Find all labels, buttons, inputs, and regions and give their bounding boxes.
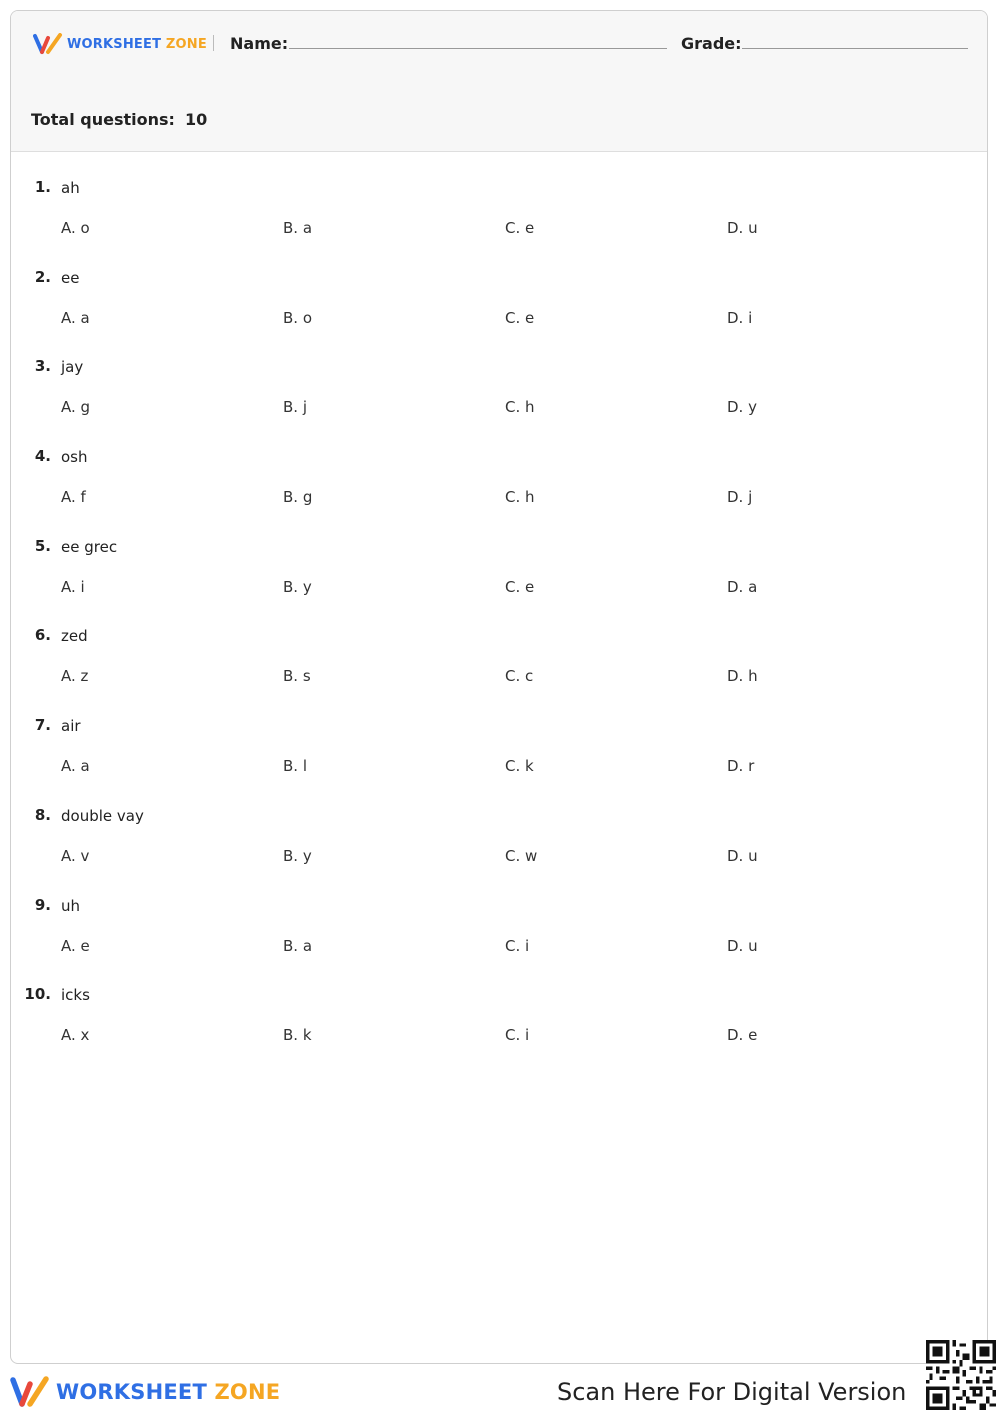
question-text: zed xyxy=(61,627,88,646)
question-item xyxy=(11,981,987,1071)
option-c[interactable]: C. h xyxy=(505,488,535,507)
option-b[interactable]: B. j xyxy=(283,398,307,417)
total-questions-label: Total questions: xyxy=(31,110,175,129)
worksheet-zone-logo-icon xyxy=(33,33,63,55)
worksheet-zone-logo-icon xyxy=(10,1376,50,1408)
question-item xyxy=(11,622,987,712)
question-text: jay xyxy=(61,358,84,377)
option-a[interactable]: A. a xyxy=(61,308,90,327)
total-questions-value: 10 xyxy=(184,110,208,129)
option-b[interactable]: B. a xyxy=(283,936,313,955)
footer-brand-logo xyxy=(10,1376,280,1408)
question-text: uh xyxy=(61,896,81,915)
header-divider xyxy=(213,35,214,51)
question-item xyxy=(11,353,987,443)
grade-field[interactable] xyxy=(742,48,968,49)
option-c[interactable]: C. k xyxy=(505,757,534,776)
question-number: 7. xyxy=(34,716,51,735)
brand-logo xyxy=(33,33,207,55)
question-text: ah xyxy=(61,179,80,197)
option-d[interactable]: D. y xyxy=(727,398,757,417)
option-d[interactable]: D. u xyxy=(727,219,758,237)
qr-code-icon[interactable] xyxy=(926,1340,996,1410)
option-d[interactable]: D. i xyxy=(727,308,753,327)
question-number: 10. xyxy=(24,985,51,1004)
option-c[interactable]: C. c xyxy=(505,667,534,686)
option-b[interactable]: B. s xyxy=(283,667,311,686)
option-a[interactable]: A. i xyxy=(61,577,85,596)
question-text: ee xyxy=(61,268,80,287)
option-d[interactable]: D. a xyxy=(727,577,758,596)
question-item xyxy=(11,533,987,623)
option-c[interactable]: C. e xyxy=(505,577,535,596)
brand-name-part2: ZONE xyxy=(165,36,207,52)
question-text: ee grec xyxy=(61,537,118,556)
question-number: 1. xyxy=(34,178,51,196)
option-d[interactable]: D. r xyxy=(727,757,755,776)
option-b[interactable]: B. o xyxy=(283,308,313,327)
worksheet-header xyxy=(11,11,987,152)
question-text: double vay xyxy=(61,806,144,825)
question-item xyxy=(11,802,987,892)
question-number: 2. xyxy=(34,267,51,286)
option-c[interactable]: C. w xyxy=(505,846,538,865)
question-item xyxy=(11,174,987,264)
option-d[interactable]: D. u xyxy=(727,936,758,955)
option-d[interactable]: D. u xyxy=(727,846,758,865)
option-c[interactable]: C. h xyxy=(505,398,535,417)
question-item xyxy=(11,712,987,802)
option-a[interactable]: A. f xyxy=(61,488,86,507)
option-b[interactable]: B. l xyxy=(283,757,307,776)
option-a[interactable]: A. e xyxy=(61,936,90,955)
option-c[interactable]: C. i xyxy=(505,1026,530,1045)
question-list xyxy=(11,174,987,1071)
question-text: air xyxy=(61,717,81,736)
option-c[interactable]: C. i xyxy=(505,936,530,955)
option-a[interactable]: A. x xyxy=(61,1026,90,1045)
option-c[interactable]: C. e xyxy=(505,219,535,237)
option-a[interactable]: A. v xyxy=(61,846,90,865)
option-c[interactable]: C. e xyxy=(505,308,535,327)
option-b[interactable]: B. g xyxy=(283,488,313,507)
name-field[interactable] xyxy=(289,48,667,49)
question-number: 6. xyxy=(34,626,51,645)
scan-digital-version-text: Scan Here For Digital Version xyxy=(557,1378,907,1406)
footer-brand-name xyxy=(56,1380,280,1404)
question-number: 9. xyxy=(34,895,51,914)
total-questions xyxy=(31,110,207,129)
question-number: 3. xyxy=(34,357,51,376)
grade-label: Grade: xyxy=(681,34,742,53)
question-item xyxy=(11,892,987,982)
option-a[interactable]: A. a xyxy=(61,757,90,776)
option-a[interactable]: A. z xyxy=(61,667,89,686)
option-d[interactable]: D. e xyxy=(727,1026,758,1045)
brand-name xyxy=(67,37,207,52)
question-item xyxy=(11,264,987,354)
option-b[interactable]: B. a xyxy=(283,219,313,237)
option-a[interactable]: A. o xyxy=(61,219,90,237)
name-label: Name: xyxy=(230,34,289,53)
question-number: 5. xyxy=(34,536,51,555)
question-item xyxy=(11,443,987,533)
brand-name-part1: WORKSHEET xyxy=(67,36,162,52)
question-text: icks xyxy=(61,986,90,1005)
option-b[interactable]: B. y xyxy=(283,846,312,865)
option-a[interactable]: A. g xyxy=(61,398,91,417)
option-b[interactable]: B. k xyxy=(283,1026,312,1045)
footer-brand-part1: WORKSHEET xyxy=(56,1380,207,1404)
option-b[interactable]: B. y xyxy=(283,577,312,596)
footer-brand-part2: ZONE xyxy=(214,1380,281,1404)
question-text: osh xyxy=(61,448,88,467)
question-number: 4. xyxy=(34,447,51,466)
option-d[interactable]: D. j xyxy=(727,488,753,507)
option-d[interactable]: D. h xyxy=(727,667,758,686)
worksheet-page xyxy=(10,10,988,1364)
question-number: 8. xyxy=(34,805,51,824)
